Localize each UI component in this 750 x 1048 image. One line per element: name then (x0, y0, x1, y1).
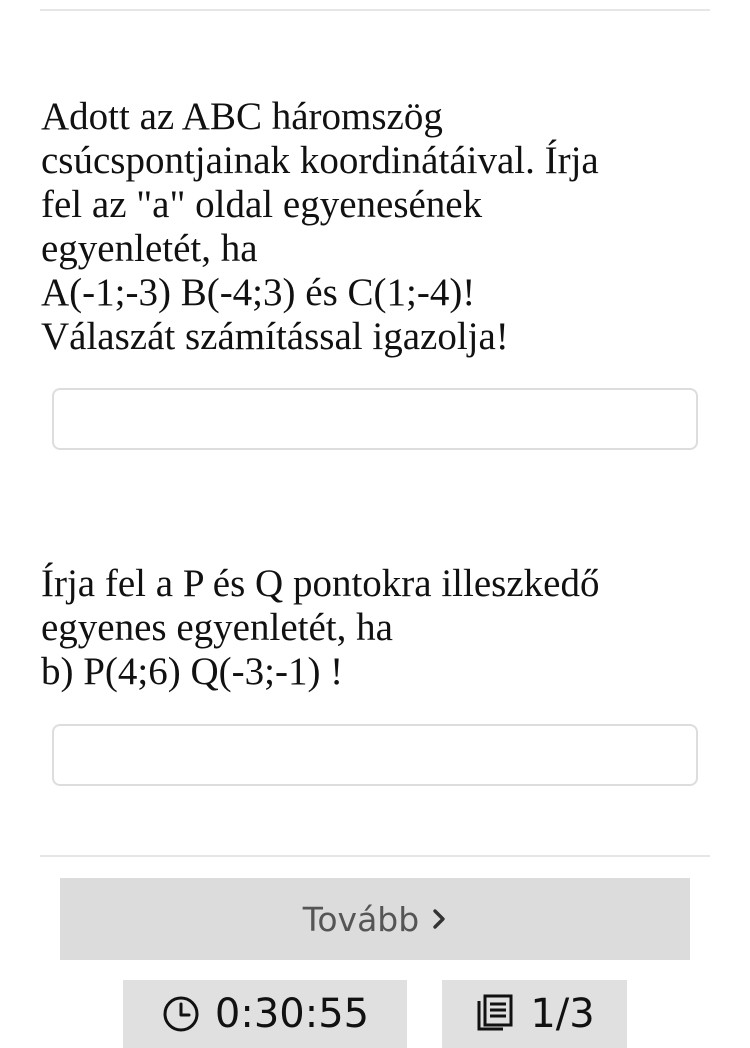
pages-icon (474, 993, 516, 1035)
question-1-text: Adott az ABC háromszög csúcspontjainak koordinátáival. Írja fel az "a" oldal egyenesének egyenletét, ha A(-1;-3) B(-4;3) és C(1;-4)! Válaszát számítással igazolja! (41, 95, 599, 358)
question-1-answer-input[interactable] (52, 388, 698, 450)
question-2-text: Írja fel a P és Q pontokra illeszkedő egyenes egyenletét, ha b) P(4;6) Q(-3;-1) ! (41, 562, 600, 693)
next-button[interactable] (60, 878, 690, 960)
clock-icon (161, 994, 201, 1034)
question-2-answer-input[interactable] (52, 724, 698, 786)
page-indicator[interactable] (442, 980, 627, 1048)
chevron-right-icon (431, 908, 447, 930)
timer-value: 0:30:55 (214, 991, 370, 1037)
top-divider (40, 9, 710, 11)
next-button-label: Tovább (302, 899, 420, 939)
page-counter: 1/3 (530, 991, 595, 1037)
bottom-divider (40, 855, 710, 857)
timer-display (123, 980, 407, 1048)
